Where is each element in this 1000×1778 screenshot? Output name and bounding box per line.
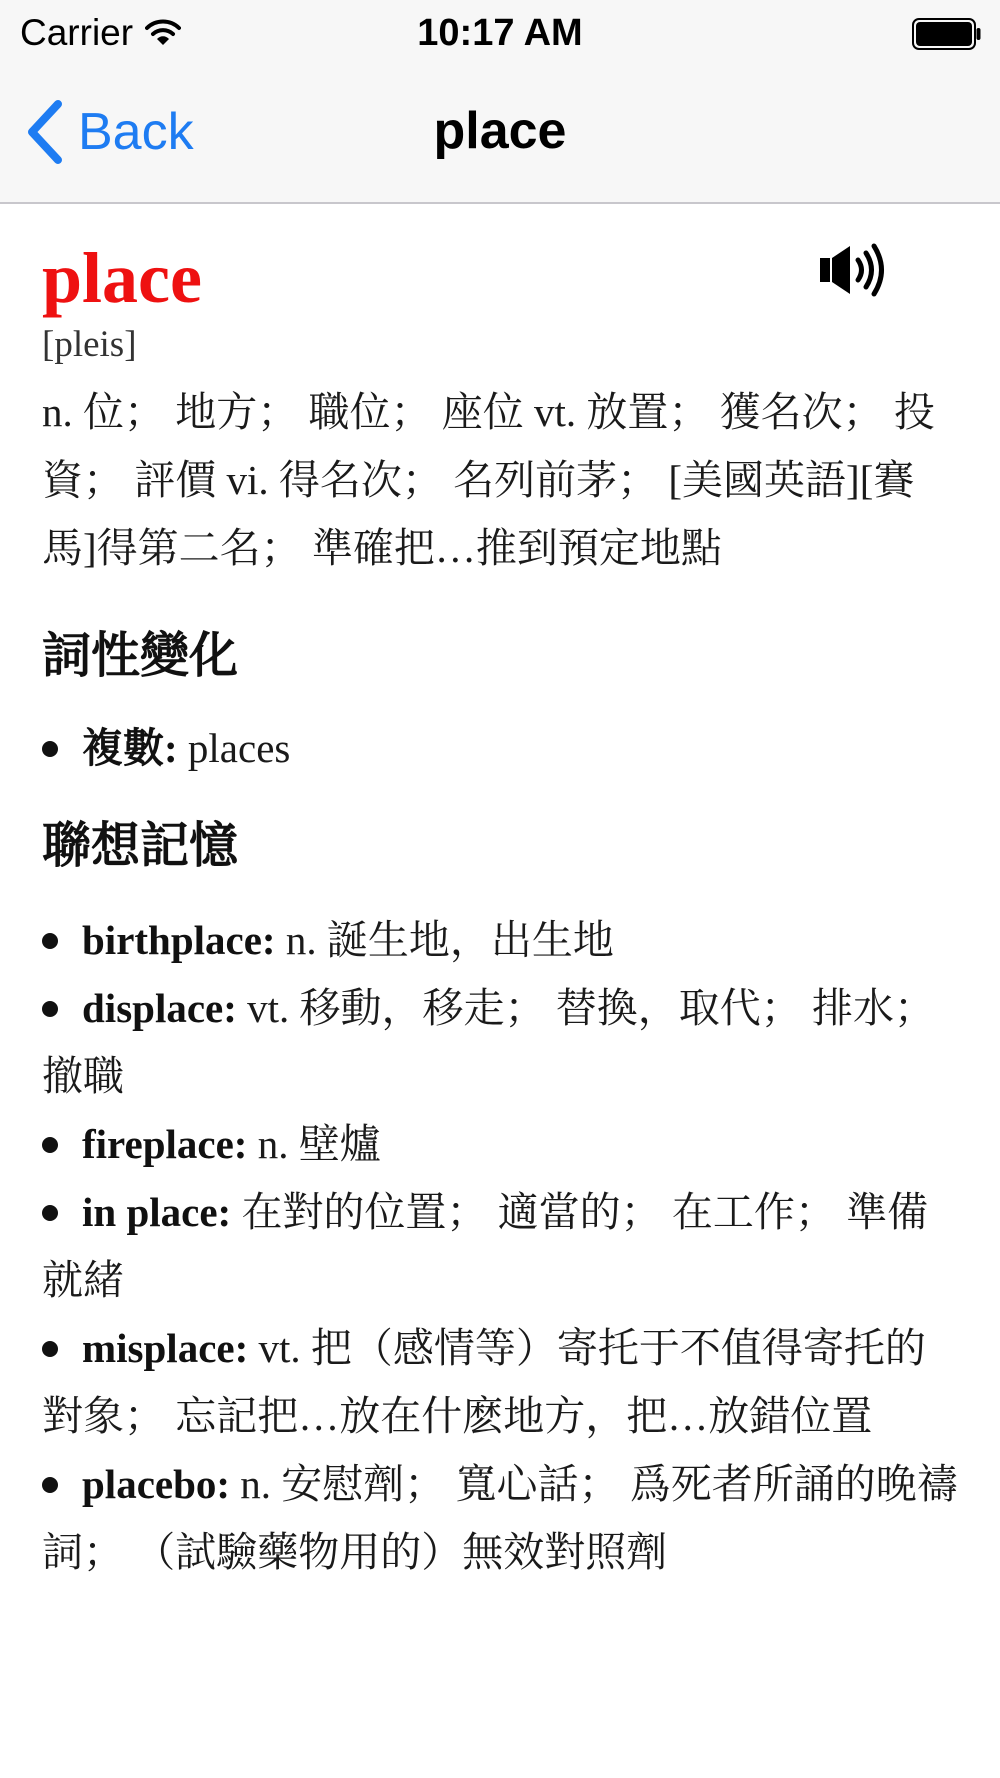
list-item-term: displace: — [82, 985, 237, 1031]
battery-full-icon — [912, 18, 982, 50]
back-label: Back — [78, 103, 194, 161]
bullet-icon — [42, 1205, 58, 1221]
related-list — [42, 906, 962, 1586]
list-item-term: fireplace: — [82, 1121, 248, 1167]
list-item-term: 複數: — [82, 725, 178, 771]
list-item-text: vt. 移動，移走； 替換，取代； 排水； 撤職 — [42, 985, 936, 1099]
list-item — [42, 1450, 962, 1586]
list-item-term: birthplace: — [82, 917, 276, 963]
forms-list — [42, 714, 962, 782]
back-button[interactable] — [24, 100, 194, 164]
status-time: 10:17 AM — [417, 12, 583, 54]
bullet-icon — [42, 933, 58, 949]
list-item-text: 在對的位置； 適當的； 在工作； 準備就緒 — [42, 1189, 929, 1303]
headword: place — [42, 238, 202, 318]
phonetic: [pleis] — [42, 324, 137, 365]
chevron-left-icon — [24, 100, 64, 164]
list-item — [42, 906, 962, 974]
definition: n. 位； 地方； 職位； 座位 vt. 放置； 獲名次； 投資； 評價 vi. 得名次； 名列前茅； [美國英語][賽馬]得第二名； 準確把…推到預定地點 — [42, 389, 935, 571]
list-item-text: n. 壁爐 — [247, 1121, 381, 1167]
list-item — [42, 974, 962, 1110]
list-item-term: in place: — [82, 1189, 232, 1235]
navigation-bar — [0, 66, 1000, 204]
bullet-icon — [42, 1001, 58, 1017]
list-item — [42, 1110, 962, 1178]
related-heading: 聯想記憶 — [42, 817, 239, 874]
list-item — [42, 1314, 962, 1450]
bullet-icon — [42, 741, 58, 757]
status-bar — [0, 0, 1000, 66]
list-item-text: n. 安慰劑； 寬心話； 爲死者所誦的晚禱詞； （試驗藥物用的）無效對照劑 — [42, 1461, 958, 1575]
list-item-term: placebo: — [82, 1461, 231, 1507]
forms-heading: 詞性變化 — [42, 627, 239, 684]
list-item-text: n. 誕生地，出生地 — [275, 917, 614, 963]
list-item-text: places — [177, 725, 291, 771]
headword-row — [42, 204, 962, 322]
bullet-icon — [42, 1341, 58, 1357]
speaker-icon[interactable] — [818, 242, 890, 298]
bullet-icon — [42, 1477, 58, 1493]
list-item-text: vt. 把（感情等）寄托于不值得寄托的對象； 忘記把…放在什麽地方，把…放錯位置 — [42, 1325, 926, 1439]
list-item — [42, 1178, 962, 1314]
list-item — [42, 714, 962, 782]
carrier-label: Carrier — [20, 12, 134, 53]
nav-title: place — [433, 102, 567, 160]
bullet-icon — [42, 1137, 58, 1153]
entry-content — [42, 204, 962, 1586]
list-item-term: misplace: — [82, 1325, 249, 1371]
